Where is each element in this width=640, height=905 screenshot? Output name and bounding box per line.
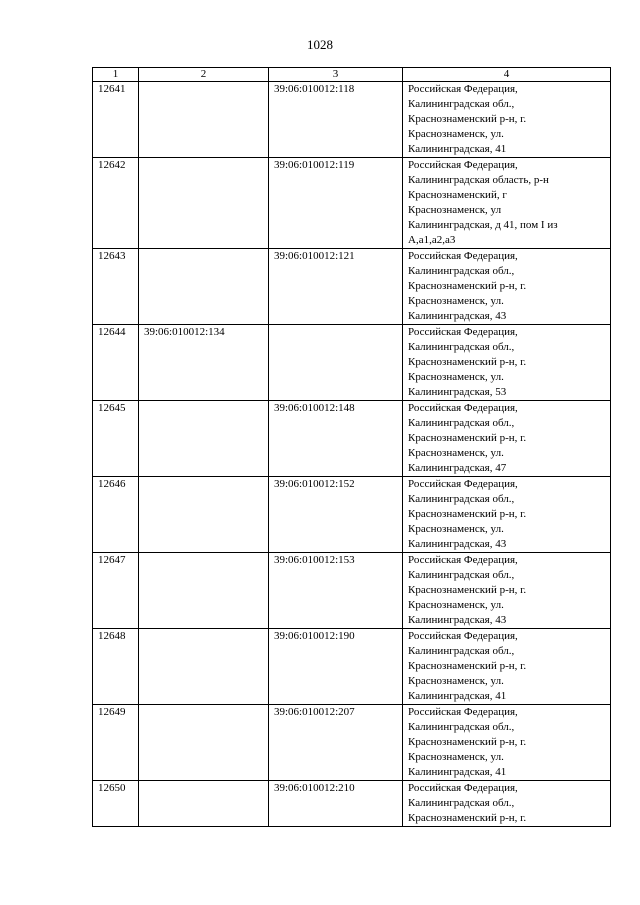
- cell-col1: 12644: [93, 325, 139, 401]
- header-cell-3: 3: [269, 68, 403, 82]
- cell-address: [403, 629, 611, 705]
- address-line: Российская Федерация,: [408, 782, 518, 794]
- header-cell-1: 1: [93, 68, 139, 82]
- cell-col1: 12650: [93, 781, 139, 827]
- table-row: [93, 705, 611, 781]
- address-line: Калининградская обл.,: [408, 341, 515, 353]
- cell-col1: 12641: [93, 82, 139, 158]
- address-line: Калининградская, 41: [408, 143, 507, 155]
- address-line: Калининградская обл.,: [408, 721, 515, 733]
- cell-col3: 39:06:010012:190: [269, 629, 403, 705]
- address-line: Калининградская, 43: [408, 614, 507, 626]
- header-cell-2: 2: [139, 68, 269, 82]
- cell-col1: 12648: [93, 629, 139, 705]
- cell-col2: [139, 477, 269, 553]
- table-row: [93, 325, 611, 401]
- address-line: Калининградская, 43: [408, 538, 507, 550]
- address-line: Калининградская обл.,: [408, 493, 515, 505]
- header-row: [93, 68, 611, 82]
- address-line: Российская Федерация,: [408, 630, 518, 642]
- address-line: Краснознаменский р-н, г.: [408, 280, 527, 292]
- cell-address: [403, 249, 611, 325]
- cell-address: [403, 553, 611, 629]
- address-line: Краснознаменский р-н, г.: [408, 736, 527, 748]
- cell-col3: 39:06:010012:210: [269, 781, 403, 827]
- table-body: [93, 68, 611, 827]
- address-line: Краснознаменский р-н, г.: [408, 113, 527, 125]
- cell-col3: 39:06:010012:148: [269, 401, 403, 477]
- cell-col2: [139, 249, 269, 325]
- table-row: [93, 158, 611, 249]
- address-line: Калининградская, 53: [408, 386, 507, 398]
- address-line: Российская Федерация,: [408, 554, 518, 566]
- table-row: [93, 781, 611, 827]
- cell-address: [403, 401, 611, 477]
- address-line: Краснознаменск, ул.: [408, 675, 504, 687]
- cell-col2: 39:06:010012:134: [139, 325, 269, 401]
- address-line: Краснознаменск, ул.: [408, 295, 504, 307]
- cell-col1: 12647: [93, 553, 139, 629]
- address-line: Краснознаменск, ул.: [408, 447, 504, 459]
- registry-table: [92, 67, 611, 827]
- table-row: [93, 629, 611, 705]
- header-cell-4: 4: [403, 68, 611, 82]
- address-line: Краснознаменский р-н, г.: [408, 584, 527, 596]
- cell-col3: [269, 325, 403, 401]
- address-line: Калининградская, 41: [408, 690, 507, 702]
- address-line: Калининградская обл.,: [408, 645, 515, 657]
- address-line: Калининградская обл.,: [408, 98, 515, 110]
- address-line: Калининградская, 47: [408, 462, 507, 474]
- cell-address: [403, 158, 611, 249]
- address-line: Российская Федерация,: [408, 250, 518, 262]
- cell-col2: [139, 158, 269, 249]
- table-row: [93, 477, 611, 553]
- address-line: А,а1,а2,а3: [408, 234, 456, 246]
- cell-address: [403, 82, 611, 158]
- address-line: Краснознаменск, ул.: [408, 128, 504, 140]
- address-line: Калининградская, 43: [408, 310, 507, 322]
- table-row: [93, 249, 611, 325]
- address-line: Краснознаменский р-н, г.: [408, 356, 527, 368]
- address-line: Российская Федерация,: [408, 159, 518, 171]
- cell-col2: [139, 705, 269, 781]
- cell-col3: 39:06:010012:152: [269, 477, 403, 553]
- cell-col3: 39:06:010012:118: [269, 82, 403, 158]
- address-line: Калининградская обл.,: [408, 569, 515, 581]
- address-line: Калининградская область, р-н: [408, 174, 549, 186]
- address-line: Калининградская обл.,: [408, 417, 515, 429]
- table-row: [93, 553, 611, 629]
- address-line: Российская Федерация,: [408, 402, 518, 414]
- cell-col3: 39:06:010012:121: [269, 249, 403, 325]
- cell-address: [403, 781, 611, 827]
- address-line: Краснознаменский р-н, г.: [408, 660, 527, 672]
- page-number: 1028: [307, 37, 333, 52]
- cell-col2: [139, 82, 269, 158]
- cell-col2: [139, 629, 269, 705]
- cell-address: [403, 477, 611, 553]
- cell-col1: 12645: [93, 401, 139, 477]
- address-line: Краснознаменский р-н, г.: [408, 812, 527, 824]
- address-line: Краснознаменск, ул: [408, 204, 502, 216]
- cell-col3: 39:06:010012:153: [269, 553, 403, 629]
- cell-address: [403, 325, 611, 401]
- address-line: Российская Федерация,: [408, 706, 518, 718]
- table-row: [93, 82, 611, 158]
- address-line: Краснознаменск, ул.: [408, 371, 504, 383]
- address-line: Российская Федерация,: [408, 326, 518, 338]
- address-line: Краснознаменский р-н, г.: [408, 508, 527, 520]
- address-line: Краснознаменск, ул.: [408, 751, 504, 763]
- address-line: Российская Федерация,: [408, 83, 518, 95]
- address-line: Краснознаменск, ул.: [408, 523, 504, 535]
- table-row: [93, 401, 611, 477]
- cell-col1: 12646: [93, 477, 139, 553]
- address-line: Калининградская, 41: [408, 766, 507, 778]
- cell-col1: 12643: [93, 249, 139, 325]
- address-line: Калининградская, д 41, пом I из: [408, 219, 558, 231]
- address-line: Краснознаменский, г: [408, 189, 507, 201]
- address-line: Калининградская обл.,: [408, 265, 515, 277]
- cell-col3: 39:06:010012:119: [269, 158, 403, 249]
- cell-col1: 12649: [93, 705, 139, 781]
- cell-col1: 12642: [93, 158, 139, 249]
- cell-col2: [139, 401, 269, 477]
- address-line: Российская Федерация,: [408, 478, 518, 490]
- address-line: Краснознаменск, ул.: [408, 599, 504, 611]
- cell-col2: [139, 781, 269, 827]
- cell-col3: 39:06:010012:207: [269, 705, 403, 781]
- address-line: Калининградская обл.,: [408, 797, 515, 809]
- address-line: Краснознаменский р-н, г.: [408, 432, 527, 444]
- cell-col2: [139, 553, 269, 629]
- cell-address: [403, 705, 611, 781]
